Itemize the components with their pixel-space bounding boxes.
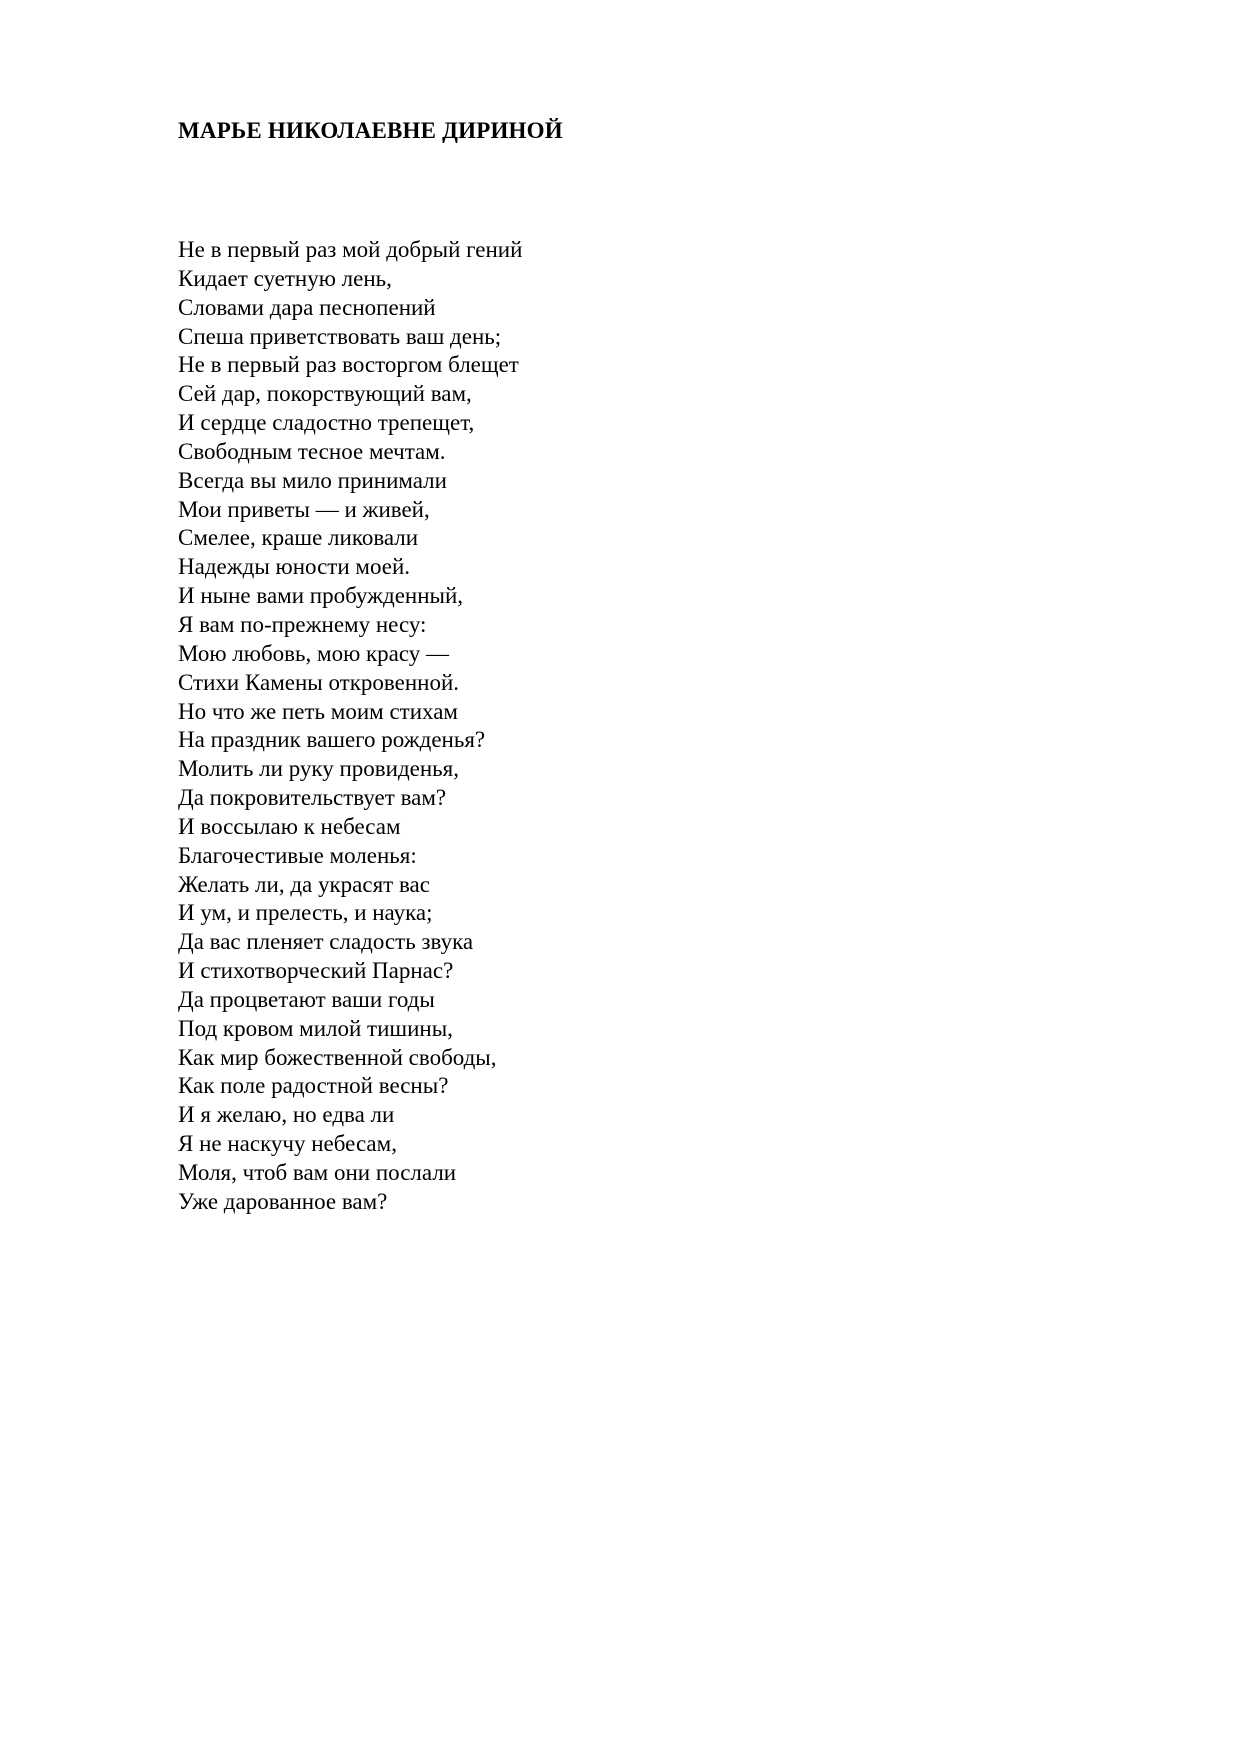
poem-line: Но что же петь моим стихам <box>178 698 458 724</box>
poem-line: И воссылаю к небесам <box>178 813 401 839</box>
poem-line: Смелее, краше ликовали <box>178 525 419 551</box>
poem-line: Желать ли, да украсят вас <box>178 871 430 897</box>
poem-line: Да вас пленяет сладость звука <box>178 929 474 955</box>
poem-line: Сей дар, покорствующий вам, <box>178 381 472 407</box>
poem-line: Да покровительствует вам? <box>178 785 447 811</box>
poem-line: Молить ли руку провиденья, <box>178 756 459 782</box>
poem-line: Мои приветы — и живей, <box>178 496 430 522</box>
poem-body <box>178 236 522 1217</box>
poem-line: И ум, и прелесть, и наука; <box>178 900 433 926</box>
poem-line: Кидает суетную лень, <box>178 265 392 291</box>
poem-line: Спеша приветствовать ваш день; <box>178 323 502 349</box>
poem-line: Уже дарованное вам? <box>178 1188 388 1214</box>
poem-line: Не в первый раз мой добрый гений <box>178 237 523 262</box>
poem-line: Моля, чтоб вам они послали <box>178 1160 457 1185</box>
poem-line: Не в первый раз восторгом блещет <box>178 352 519 378</box>
poem-line: Я вам по-прежнему несу: <box>178 611 427 637</box>
poem-line: Да процветают ваши годы <box>178 986 435 1012</box>
poem-line: На праздник вашего рожденья? <box>178 727 486 753</box>
poem-line: Всегда вы мило принимали <box>178 467 447 493</box>
poem-line: Стихи Камены откровенной. <box>178 669 460 695</box>
poem-line: Свободным тесное мечтам. <box>178 438 446 464</box>
poem-line: Мою любовь, мою красу — <box>178 640 450 666</box>
poem-line: Как поле радостной весны? <box>178 1073 449 1099</box>
poem-line: Словами дара песнопений <box>178 294 436 320</box>
poem-line: Под кровом милой тишины, <box>178 1015 453 1041</box>
poem-line: И ныне вами пробужденный, <box>178 583 464 609</box>
poem-title: МАРЬЕ НИКОЛАЕВНЕ ДИРИНОЙ <box>178 118 563 143</box>
poem-line: И я желаю, но едва ли <box>178 1102 395 1128</box>
poem-line: Как мир божественной свободы, <box>178 1044 497 1070</box>
poem-line: Я не наскучу небесам, <box>178 1131 397 1157</box>
poem-line: Благочестивые моленья: <box>178 842 417 868</box>
poem-line: И сердце сладостно трепещет, <box>178 410 475 436</box>
poem-line: Надежды юности моей. <box>178 554 411 580</box>
poem-line: И стихотворческий Парнас? <box>178 958 454 984</box>
